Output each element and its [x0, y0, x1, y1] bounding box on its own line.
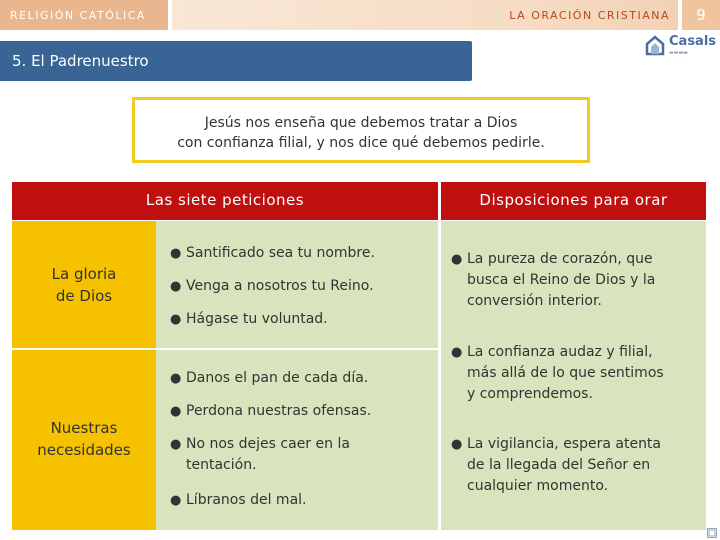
peticion-text: Hágase tu voluntad. — [186, 311, 328, 327]
disposicion-item — [451, 434, 715, 497]
intro-box — [132, 97, 590, 163]
peticion-text: Santificado sea tu nombre. — [186, 245, 375, 261]
header-subject: RELIGIÓN CATÓLICA — [10, 9, 146, 22]
disposicion-item — [451, 342, 715, 405]
group-items-cell-necesidades — [156, 350, 438, 530]
peticion-text: Perdona nuestras ofensas. — [186, 403, 372, 419]
peticion-text: tentación. — [186, 457, 257, 473]
peticion-text: Danos el pan de cada día. — [186, 370, 369, 386]
bullet-icon: ● — [451, 437, 463, 452]
disposicion-text: más allá de lo que sentimos — [467, 365, 664, 381]
peticion-item — [170, 490, 307, 511]
disposicion-item — [451, 249, 715, 312]
group-label-gloria-line-2: de Dios — [55, 287, 113, 305]
peticion-item — [170, 368, 368, 389]
disposicion-text: La pureza de corazón, que — [467, 251, 653, 267]
disposicion-text: cualquier momento. — [467, 478, 609, 494]
bullet-icon: ● — [170, 371, 182, 386]
group-items-cell-gloria — [156, 221, 438, 348]
group-label-cell-gloria — [12, 221, 156, 348]
peticion-text: Venga a nosotros tu Reino. — [186, 278, 374, 294]
group-label-necesidades-line-1: Nuestras — [50, 419, 118, 437]
header-unit-band — [172, 0, 678, 30]
disposicion-text: de la llegada del Señor en — [467, 457, 651, 473]
disposicion-text: conversión interior. — [467, 293, 602, 309]
page-number: 9 — [682, 0, 720, 30]
logo-tagline-mark: ▬▬▬▬ — [669, 50, 688, 56]
peticion-item — [170, 434, 350, 476]
bullet-icon: ● — [170, 404, 182, 419]
section-title: 5. El Padrenuestro — [12, 52, 149, 70]
peticion-text: No nos dejes caer en la — [186, 436, 350, 452]
disposiciones-cell — [441, 221, 706, 530]
header-unit: LA ORACIÓN CRISTIANA — [509, 9, 670, 22]
section-title-bar — [0, 41, 472, 81]
bullet-icon: ● — [170, 279, 182, 294]
peticion-item — [170, 243, 375, 264]
disposicion-text: La vigilancia, espera atenta — [467, 436, 662, 452]
corner-nav-icon[interactable] — [707, 528, 717, 538]
bullet-icon: ● — [170, 493, 182, 508]
publisher-logo — [645, 32, 717, 58]
peticion-text: Líbranos del mal. — [186, 492, 307, 508]
group-label-cell-necesidades — [12, 350, 156, 530]
disposicion-text: y comprendemos. — [467, 386, 593, 402]
peticion-item — [170, 401, 371, 422]
house-logo-icon — [645, 34, 665, 56]
intro-line-2: con confianza filial, y nos dice qué debemos pedirle. — [177, 135, 545, 151]
bullet-icon: ● — [170, 437, 182, 452]
peticion-item — [170, 276, 374, 297]
group-label-gloria-line-1: La gloria — [51, 265, 117, 283]
intro-line-1: Jesús nos enseña que debemos tratar a Dios — [204, 115, 518, 131]
bullet-icon: ● — [170, 312, 182, 327]
bullet-icon: ● — [451, 252, 463, 267]
disposicion-text: La confianza audaz y filial, — [467, 344, 653, 360]
disposiciones-header: Disposiciones para orar — [441, 182, 706, 220]
bullet-icon: ● — [170, 246, 182, 261]
header-subject-band — [0, 0, 168, 30]
logo-name: Casals — [669, 34, 717, 49]
bullet-icon: ● — [451, 345, 463, 360]
peticion-item — [170, 309, 328, 330]
group-label-necesidades-line-2: necesidades — [37, 441, 131, 459]
peticiones-header: Las siete peticiones — [12, 182, 438, 220]
disposicion-text: busca el Reino de Dios y la — [467, 272, 656, 288]
